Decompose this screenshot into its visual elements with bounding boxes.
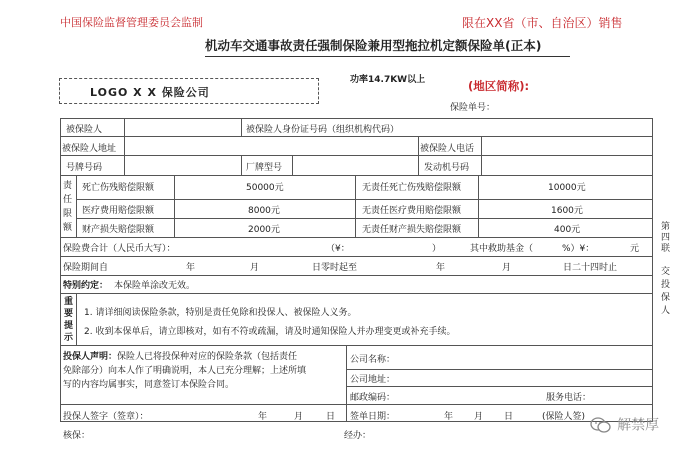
- company-name-label: 公司名称：: [350, 355, 396, 365]
- col-divider: [346, 345, 347, 422]
- period-month: 月: [250, 263, 260, 273]
- special-agreement-label: 特别约定：: [63, 281, 109, 291]
- supervisor-note: 中国保险监督管理委员会监制: [60, 16, 203, 29]
- period-month-end: 月: [502, 263, 512, 273]
- notice-line-1: 1. 请详细阅读保险条款，特别是责任免除和投保人、被保险人义务。: [84, 308, 357, 318]
- watermark-text: 解禁厚: [617, 417, 660, 434]
- id-number-field[interactable]: [420, 120, 650, 134]
- company-address-label: 公司地址：: [350, 375, 396, 385]
- col-divider: [355, 175, 356, 237]
- row-divider: [60, 136, 653, 137]
- side-char: 四: [661, 233, 671, 243]
- col-divider: [241, 155, 242, 175]
- wechat-icon: [590, 416, 612, 434]
- sign-date-label: 签单日期：: [350, 412, 396, 422]
- col-divider: [292, 155, 293, 175]
- insurer-seal: (保险人签): [542, 412, 586, 422]
- side-char: 联: [661, 244, 671, 254]
- col-divider: [481, 136, 482, 175]
- liability-amount: 2000元: [248, 225, 280, 235]
- side-char: 交: [661, 267, 671, 277]
- period-year-end: 年: [436, 263, 446, 273]
- logo-box: [59, 78, 319, 104]
- col-divider: [418, 136, 419, 175]
- declaration-text-3: 写的内容均属事实，同意签订本保险合同。: [63, 380, 235, 390]
- insured-field[interactable]: [126, 120, 238, 134]
- notice-side-label: [64, 296, 76, 344]
- side-char: 人: [661, 306, 671, 316]
- premium-label: 保险费合计（人民币大写）：: [63, 244, 176, 254]
- side-char: 额: [63, 223, 73, 233]
- row-divider: [60, 155, 653, 156]
- row-divider: [60, 175, 653, 176]
- watermark: [590, 414, 659, 435]
- period-from: 日零时起至: [312, 263, 358, 273]
- declaration-title: 投保人声明：: [63, 352, 118, 362]
- copy-holder-label: [661, 266, 673, 318]
- no-liability-label: 无责任医疗费用赔偿限额: [362, 206, 462, 216]
- row-divider: [60, 345, 653, 346]
- no-liability-label: 无责任死亡伤残赔偿限额: [362, 183, 462, 193]
- side-char: 提: [64, 321, 74, 331]
- col-divider: [76, 175, 77, 237]
- notice-line-2: 2. 收到本保单后，请立即核对，如有不符或疏漏，请及时通知保险人并办理变更或补充手续。: [84, 327, 456, 337]
- row-divider: [60, 256, 653, 257]
- row-divider: [76, 218, 653, 219]
- applicant-signature-label: 投保人签字（签章）：: [63, 412, 149, 422]
- side-char: 重: [64, 297, 74, 307]
- row-divider: [60, 404, 653, 405]
- side-char: 责: [63, 181, 73, 191]
- col-divider: [76, 293, 77, 345]
- row-divider: [346, 369, 653, 370]
- row-divider: [60, 237, 653, 238]
- no-liability-amount: 1600元: [551, 206, 583, 216]
- id-number-label: 被保险人身份证号码（组织机构代码）: [246, 125, 400, 135]
- sign-month: 月: [294, 412, 304, 422]
- period-label: 保险期间自: [63, 263, 109, 273]
- col-divider: [478, 175, 479, 237]
- postcode-label: 邮政编码：: [350, 393, 396, 403]
- side-char: 示: [64, 333, 74, 343]
- side-char: 保: [661, 293, 671, 303]
- currency-unit: 元: [630, 244, 640, 254]
- no-liability-label: 无责任财产损失赔偿限额: [362, 225, 462, 235]
- col-divider: [174, 175, 175, 237]
- liability-amount: 50000元: [246, 183, 284, 193]
- side-char: 第: [661, 222, 671, 232]
- liability-side-label: [63, 179, 75, 235]
- region-tag: (地区简称):: [468, 79, 530, 93]
- premium-yen: （¥：: [326, 244, 350, 254]
- document-title: 机动车交通事故责任强制保险兼用型拖拉机定额保险单(正本): [205, 38, 542, 53]
- insured-label: 被保险人: [66, 125, 103, 135]
- row-divider: [60, 275, 653, 276]
- premium-yen-close: ）: [432, 244, 442, 254]
- col-divider: [124, 118, 125, 175]
- row-divider: [60, 293, 653, 294]
- sales-region-note: 限在XX省（市、自治区）销售: [462, 16, 623, 30]
- side-char: 任: [63, 195, 73, 205]
- row-divider: [346, 386, 653, 387]
- liability-label: 财产损失赔偿限额: [82, 225, 155, 235]
- engine-label: 发动机号码: [424, 163, 470, 173]
- rescue-fund-percent: %）¥：: [562, 244, 595, 254]
- period-to: 日二十四时止: [563, 263, 618, 273]
- declaration-text-1: 保险人已将投保种对应的保险条款（包括责任: [117, 352, 298, 362]
- col-divider: [241, 118, 242, 136]
- row-divider: [76, 199, 653, 200]
- side-char: 投: [661, 280, 671, 290]
- title-underline: [205, 56, 570, 57]
- address-label: 被保险人地址: [62, 144, 117, 154]
- sign-year: 年: [258, 412, 268, 422]
- declaration-text-2: 免除部分）向本人作了明确说明，本人已充分理解；上述所填: [63, 366, 307, 376]
- liability-label: 医疗费用赔偿限额: [82, 206, 155, 216]
- rescue-fund-label: 其中救助基金（: [470, 244, 534, 254]
- handler-label: 经办：: [344, 431, 372, 441]
- side-char: 要: [64, 309, 74, 319]
- period-year: 年: [186, 263, 196, 273]
- sign-day: 日: [326, 412, 336, 422]
- service-phone-label: 服务电话：: [546, 393, 592, 403]
- no-liability-amount: 400元: [554, 225, 581, 235]
- model-label: 厂牌型号: [246, 163, 283, 173]
- audit-label: 核保：: [63, 431, 91, 441]
- company-day: 日: [504, 412, 514, 422]
- special-agreement-text: 本保险单涂改无效。: [114, 281, 196, 291]
- phone-label: 被保险人电话: [420, 144, 475, 154]
- side-char: 限: [63, 209, 73, 219]
- no-liability-amount: 10000元: [548, 183, 586, 193]
- power-note: 功率14.7KW以上: [350, 75, 426, 85]
- copy-number-label: [661, 222, 673, 255]
- plate-label: 号牌号码: [66, 163, 103, 173]
- declaration: [63, 350, 306, 392]
- company-month: 月: [474, 412, 484, 422]
- policy-number-label: 保险单号：: [450, 103, 496, 113]
- logo-text: LOGO X X 保险公司: [90, 86, 210, 99]
- liability-amount: 8000元: [248, 206, 280, 216]
- company-year: 年: [444, 412, 454, 422]
- liability-label: 死亡伤残赔偿限额: [82, 183, 155, 193]
